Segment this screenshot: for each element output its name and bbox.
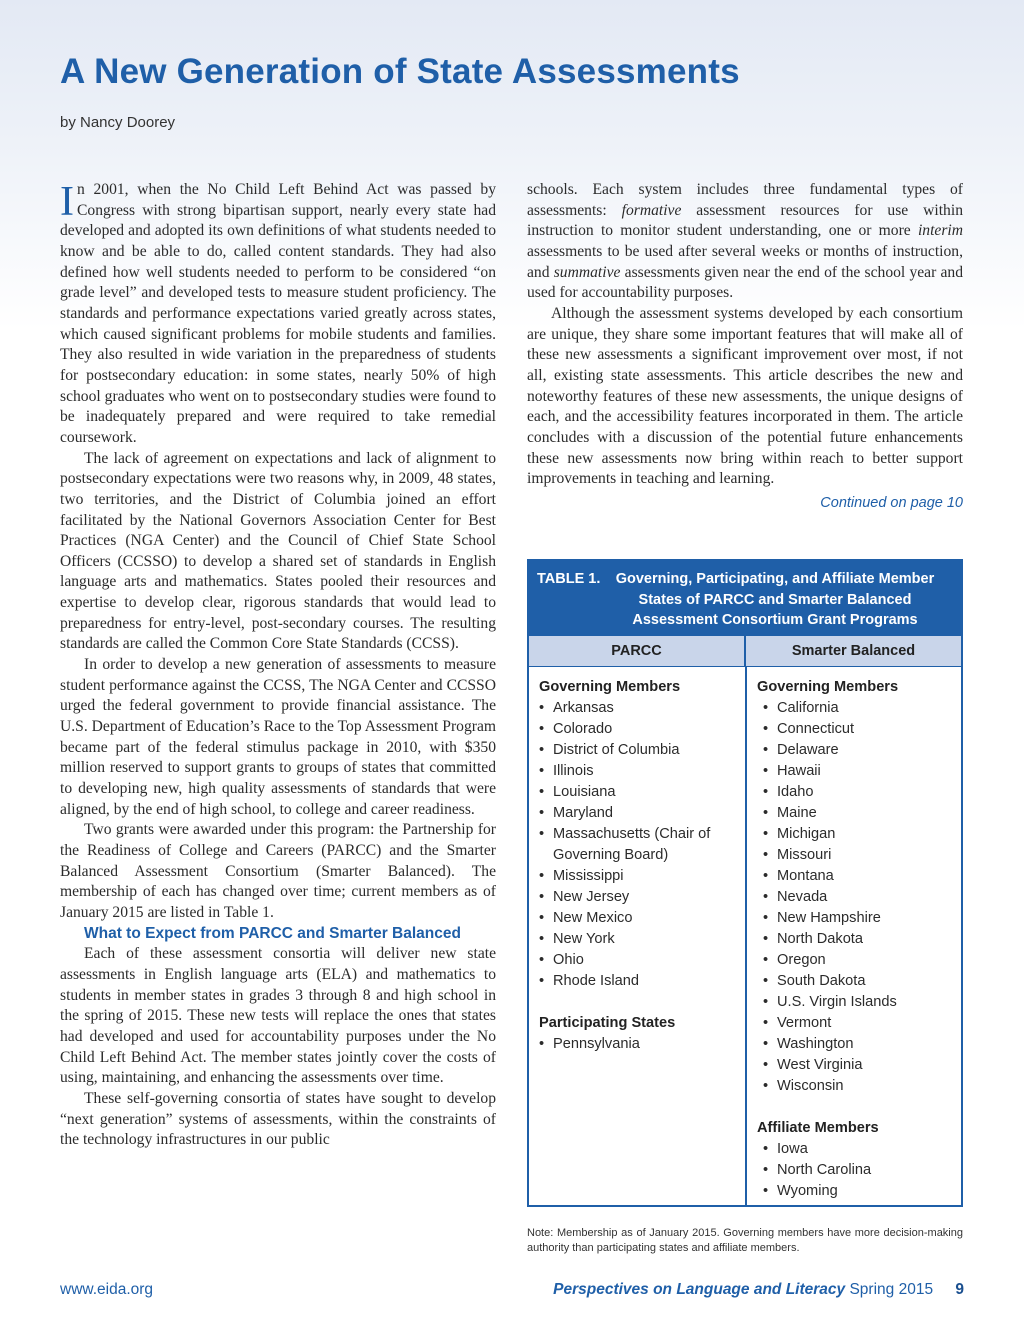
- parcc-participating-list: [539, 1034, 745, 1055]
- state-list-item: • Maine: [757, 803, 961, 824]
- state-list-item: • Connecticut: [757, 719, 961, 740]
- state-list-item: • California: [757, 698, 961, 719]
- state-list-item: • Missouri: [757, 845, 961, 866]
- state-list-item: • U.S. Virgin Islands: [757, 992, 961, 1013]
- state-list-item: • Maryland: [539, 803, 745, 824]
- state-list-item: • North Dakota: [757, 929, 961, 950]
- state-list-item: • Arkansas: [539, 698, 745, 719]
- group-title: Affiliate Members: [757, 1120, 879, 1136]
- state-list-item: • Iowa: [757, 1139, 961, 1160]
- publication-name: Perspectives on Language and Literacy: [553, 1281, 846, 1298]
- term-interim: interim: [917, 222, 963, 240]
- state-list-item: • West Virginia: [757, 1055, 961, 1076]
- paragraph: The lack of agreement on expectations and lack of alignment to postsecondary expectations were two reasons why, in 2009, 48 states, two territories, and the District of Columbia joined an effort facilitated by the National Governors Association Center for Best Practices (NGA Center) and the Council of Chief State School Officers (CCSSO) to develop a shared set of standards in English language arts and mathematics. States pooled their resources and expertise to develop clear, rigorous standards that would lead to preparedness for entry-level, post-secondary courses. The resulting standards are called the Common Core State Standards (CCSS).: [60, 449, 496, 653]
- table-body: [529, 667, 961, 1206]
- drop-cap: I: [60, 179, 74, 225]
- state-list-item: • Nevada: [757, 887, 961, 908]
- continued-link[interactable]: Continued on page 10: [820, 494, 963, 511]
- state-list-item: • North Carolina: [757, 1160, 961, 1181]
- right-column: [527, 180, 963, 514]
- term-formative: formative: [621, 201, 682, 219]
- paragraph: Two grants were awarded under this program: the Partnership for the Readiness of College and Careers (PARCC) and the Smarter Balanced Assessment Consortium (Smarter Balanced). The membership of each has changed over time; current members as of January 2015 are listed in Table 1.: [60, 821, 496, 921]
- table-column-headers: [529, 636, 961, 667]
- state-list-item: • Michigan: [757, 824, 961, 845]
- state-list-item: • Mississippi: [539, 866, 745, 887]
- table-label: TABLE 1.: [537, 571, 601, 587]
- membership-table: [527, 559, 963, 1207]
- smarter-balanced-column: [747, 667, 961, 1206]
- paragraph: Although the assessment systems developed by each consortium are unique, they share some important features that will make all of these new assessments a significant improvement over most, if not all, existing state assessments. This article describes the new and noteworthy features of these new assessments, the unique designs of each, and the accessibility features incorporated in them. The article concludes with a discussion of the potential future enhancements these new assessments now bring within reach to better support improvements in teaching and learning.: [527, 304, 963, 488]
- state-list-item: • New Hampshire: [757, 908, 961, 929]
- paragraph: In order to develop a new generation of assessments to measure student performance against the CCSS, The NGA Center and CCSSO urged the federal government to provide financial assistance. The U.S. Department of Education’s Race to the Top Assessment Program became part of the federal stimulus package in 2010, with $350 million reserved to support grants to groups of states that committed to developing new, high quality assessments of standards that were aligned, by the end of high school, to college and career readiness.: [60, 656, 496, 818]
- state-list-item: • Colorado: [539, 719, 745, 740]
- smarter-affiliate-list: [757, 1139, 961, 1202]
- state-list-item: • Montana: [757, 866, 961, 887]
- state-list-item: • Idaho: [757, 782, 961, 803]
- state-list-item: • South Dakota: [757, 971, 961, 992]
- state-list-item: • Oregon: [757, 950, 961, 971]
- footer-publication-info: [553, 1281, 964, 1299]
- paragraph: Each of these assessment consortia will deliver new state assessments in English language arts (ELA) and mathematics to students in member states in grades 3 through 8 and high school in the spring of 2015. These new tests will replace the ones that states had developed and used for accountability purposes under the No Child Left Behind Act. The member states jointly cover the costs of using, maintaining, and enhancing the assessments over time.: [60, 945, 496, 1087]
- group-title: Governing Members: [539, 679, 681, 695]
- article-title: A New Generation of State Assessments: [60, 52, 740, 91]
- smarter-governing-list: [757, 698, 961, 1097]
- state-list-item: • District of Columbia: [539, 740, 745, 761]
- state-list-item: • Rhode Island: [539, 971, 745, 992]
- state-list-item: • Massachusetts (Chair of Governing Board): [539, 824, 745, 866]
- parcc-governing-list: [539, 698, 745, 992]
- column-header-smarter-balanced: Smarter Balanced: [791, 643, 916, 659]
- state-list-item: • Wisconsin: [757, 1076, 961, 1097]
- issue-date: Spring 2015: [849, 1281, 934, 1298]
- paragraph: schools. Each system includes three fundamental types of assessments: formative assessment resources for use within instruction to monitor student understanding, one or more interim assessments to be used after several weeks or months of instruction, and summative assessments given near the end of the school year and used for accountability purposes.: [527, 181, 963, 302]
- group-title: Governing Members: [757, 679, 899, 695]
- state-list-item: • Hawaii: [757, 761, 961, 782]
- footer-website[interactable]: www.eida.org: [60, 1281, 154, 1298]
- term-summative: summative: [553, 263, 621, 281]
- state-list-item: • Louisiana: [539, 782, 745, 803]
- state-list-item: • Delaware: [757, 740, 961, 761]
- left-column: [60, 180, 496, 1151]
- state-list-item: • Illinois: [539, 761, 745, 782]
- state-list-item: • New Mexico: [539, 908, 745, 929]
- state-list-item: • Washington: [757, 1034, 961, 1055]
- parcc-column: [529, 667, 747, 1206]
- article-byline: by Nancy Doorey: [60, 114, 176, 131]
- state-list-item: • Pennsylvania: [539, 1034, 745, 1055]
- group-title: Participating States: [539, 1015, 676, 1031]
- state-list-item: • Wyoming: [757, 1181, 961, 1202]
- table-caption: Governing, Participating, and Affiliate Member States of PARCC and Smarter Balanced Assessment Consortium Grant Programs: [615, 571, 935, 628]
- state-list-item: • Ohio: [539, 950, 745, 971]
- paragraph-intro: In 2001, when the No Child Left Behind Act was passed by Congress with strong bipartisan support, nearly every state had developed and adopted its own definitions of what students needed to know and be able to do, called content standards. They had also defined how well students needed to perform to be considered “on grade level” and developed tests to measure student proficiency. The standards and performance expectations varied greatly across states, which caused significant problems for mobile students and families. They also resulted in wide variation in the preparedness of students for postsecondary education: in some states, nearly 50% of high school graduates who went on to postsecondary studies were found to be inadequately prepared and were required to take remedial coursework.: [60, 179, 496, 446]
- section-heading: What to Expect from PARCC and Smarter Balanced: [84, 924, 461, 942]
- state-list-item: • New Jersey: [539, 887, 745, 908]
- state-list-item: • New York: [539, 929, 745, 950]
- page-number: 9: [955, 1281, 964, 1298]
- column-header-parcc: PARCC: [529, 636, 746, 666]
- paragraph: These self-governing consortia of states have sought to develop “next generation” systems of assessments, within the constraints of the technology infrastructures in our public: [60, 1089, 496, 1149]
- state-list-item: • Vermont: [757, 1013, 961, 1034]
- table-title: [529, 561, 961, 636]
- table-note: Note: Membership as of January 2015. Governing members have more decision-making authority than participating states and affiliate members.: [527, 1227, 963, 1254]
